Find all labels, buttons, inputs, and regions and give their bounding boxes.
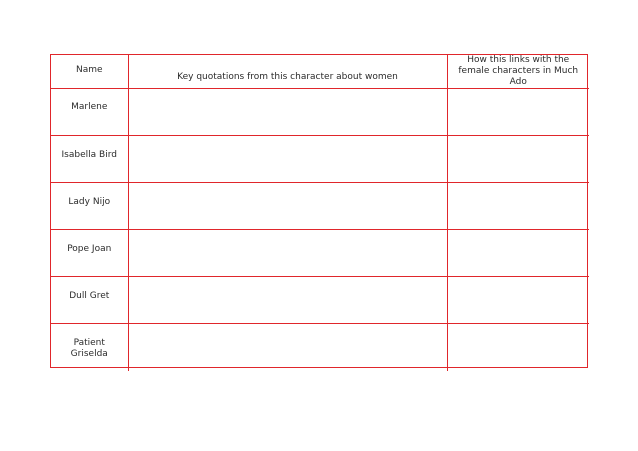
- quotations-cell[interactable]: [128, 136, 447, 183]
- character-quotations-table: [50, 54, 588, 368]
- header-links-to-much-ado: How this links with the female characters in Much Ado: [447, 55, 589, 89]
- header-name: Name: [51, 55, 128, 89]
- table-grid: [51, 55, 589, 371]
- character-name-cell: [51, 230, 128, 277]
- character-name: Dull Gret: [69, 291, 110, 301]
- quotations-cell[interactable]: [128, 277, 447, 324]
- header-key-quotations: Key quotations from this character about women: [128, 55, 447, 89]
- quotations-cell[interactable]: [128, 89, 447, 136]
- table-row: [51, 324, 589, 371]
- table-row: [51, 136, 589, 183]
- table-row: [51, 230, 589, 277]
- character-name: Lady Nijo: [68, 197, 111, 207]
- links-cell[interactable]: [447, 136, 589, 183]
- character-name: Isabella Bird: [61, 150, 117, 160]
- character-name: Marlene: [71, 102, 108, 112]
- character-name-cell: [51, 136, 128, 183]
- character-name-cell: [51, 89, 128, 136]
- quotations-cell[interactable]: [128, 230, 447, 277]
- table-row: [51, 277, 589, 324]
- character-name: Pope Joan: [67, 244, 112, 254]
- quotations-cell[interactable]: [128, 183, 447, 230]
- links-cell[interactable]: [447, 324, 589, 371]
- character-name-cell: [51, 277, 128, 324]
- links-cell[interactable]: [447, 183, 589, 230]
- quotations-cell[interactable]: [128, 324, 447, 371]
- table-row: [51, 89, 589, 136]
- links-cell[interactable]: [447, 89, 589, 136]
- links-cell[interactable]: [447, 230, 589, 277]
- character-name-cell: [51, 183, 128, 230]
- links-cell[interactable]: [447, 277, 589, 324]
- character-name: Patient Griselda: [70, 338, 108, 359]
- table-row: [51, 183, 589, 230]
- table-header-row: [51, 55, 589, 89]
- character-name-cell: [51, 324, 128, 371]
